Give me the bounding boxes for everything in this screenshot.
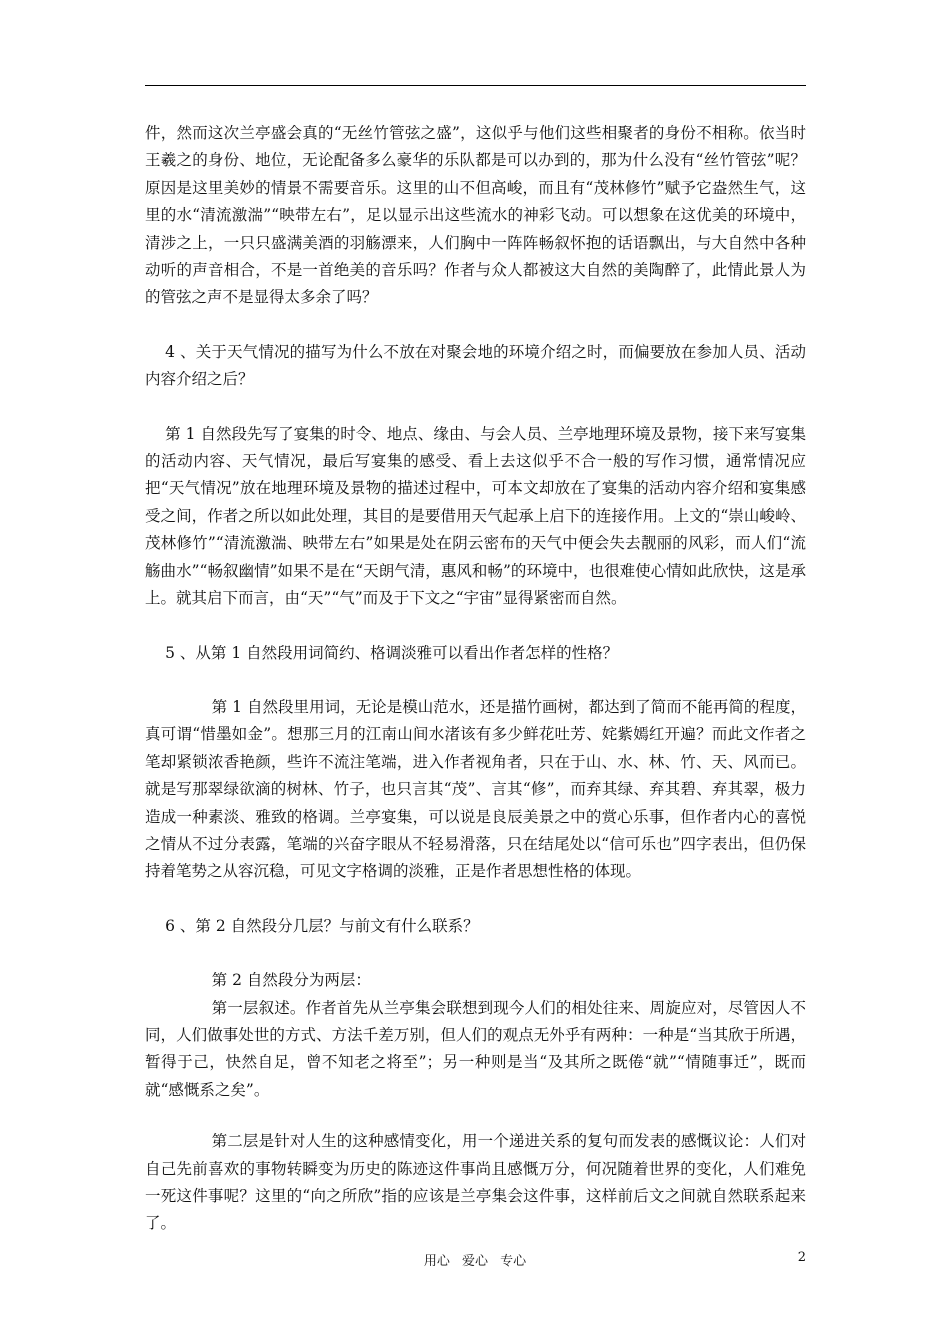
answer-6-layer-1: 第一层叙述。作者首先从兰亭集会联想到现今人们的相处往来、周旋应对，尽管因人不同，人们做事处世的方式、方法千差万别，但人们的观点无外乎有两种：一种是“当其欣于所遇，暂得于己，快然自足，曾不知老之将至”；另一种则是当“及其所之既倦“就”“情随事迁”，既而就“感慨系之矣”。 xyxy=(145,998,806,1099)
footer-motto: 用心 爱心 专心 xyxy=(423,1254,527,1269)
document-body xyxy=(145,120,806,1238)
question-4: 4 、关于天气情况的描写为什么不放在对聚会地的环境介绍之时，而偏要放在参加人员、活动内容介绍之后？ xyxy=(145,342,806,389)
answer-6-intro: 第 2 自然段分为两层： xyxy=(211,971,371,990)
answer-6-layer-2: 第二层是针对人生的这种感情变化，用一个递进关系的复句而发表的感慨议论：人们对自己先前喜欢的事物转瞬变为历史的陈迹这件事尚且感慨万分，何况随着世界的变化，人们难免一死这件事呢？这里的“向之所欣”指的应该是兰亭集会这件事，这样前后文之间就自然联系起来了。 xyxy=(145,1132,806,1233)
question-5: 5 、从第 1 自然段用词简约、格调淡雅可以看出作者怎样的性格？ xyxy=(165,643,619,662)
question-6: 6 、第 2 自然段分几层？与前文有什么联系？ xyxy=(165,916,479,935)
page-footer xyxy=(0,1250,950,1270)
answer-4: 第 1 自然段先写了宴集的时令、地点、缘由、与会人员、兰亭地理环境及景物，接下来写宴集的活动内容、天气情况，最后写宴集的感受、看上去这似乎不合一般的写作习惯，通常情况应把“天气情况”放在地理环境及景物的描述过程中，可本文却放在了宴集的活动内容介绍和宴集感受之间，作者之所以如此处理，其目的是要借用天气起承上启下的连接作用。上文的“崇山峻岭、茂林修竹”“清流激湍、映带左右”如果是处在阴云密布的天气中便会失去靓丽的风彩，而人们“流觞曲水”“畅叙幽情”如果不是在“天朗气清，惠风和畅”的环境中，也很难使心情如此欣快，这是承上。就其启下而言，由“天”“气”而及于下文之“宇宙”显得紧密而自然。 xyxy=(145,424,806,608)
page-number: 2 xyxy=(797,1250,806,1265)
paragraph-music-discussion: 件，然而这次兰亭盛会真的“无丝竹管弦之盛”，这似乎与他们这些相聚者的身份不相称。依当时王羲之的身份、地位，无论配备多么豪华的乐队都是可以办到的，那为什么没有“丝竹管弦”呢？原因是这里美妙的情景不需要音乐。这里的山不但高峻，而且有“茂林修竹”赋予它盎然生气，这里的水“清流激湍”“映带左右”，足以显示出这些流水的神彩飞动。可以想象在这优美的环境中，清涉之上，一只只盛满美酒的羽觞漂来，人们胸中一阵阵畅叙怀抱的话语飘出，与大自然中各种动听的声音相合，不是一首绝美的音乐吗？作者与众人都被这大自然的美陶醉了，此情此景人为的管弦之声不是显得太多余了吗？ xyxy=(145,124,806,307)
answer-5: 第 1 自然段里用词，无论是模山范水，还是描竹画树，都达到了简而不能再简的程度，真可谓“惜墨如金”。想那三月的江南山间水渚该有多少鲜花吐芳、姹紫嫣红开遍？而此文作者之笔却紧锁浓香艳颜，些许不流注笔端，进入作者视角者，只在于山、水、林、竹、天、风而已。就是写那翠绿欲滴的树林、竹子，也只言其“茂”、言其“修”，而弃其绿、弃其碧、弃其翠，极力造成一种素淡、雅致的格调。兰亭宴集，可以说是良辰美景之中的赏心乐事，但作者内心的喜悦之情从不过分表露，笔端的兴奋字眼从不轻易滑落，只在结尾处以“信可乐也”四字表出，但仍保持着笔势之从容沉稳，可见文字格调的淡雅，正是作者思想性格的体现。 xyxy=(145,697,806,881)
header-rule xyxy=(145,85,806,86)
